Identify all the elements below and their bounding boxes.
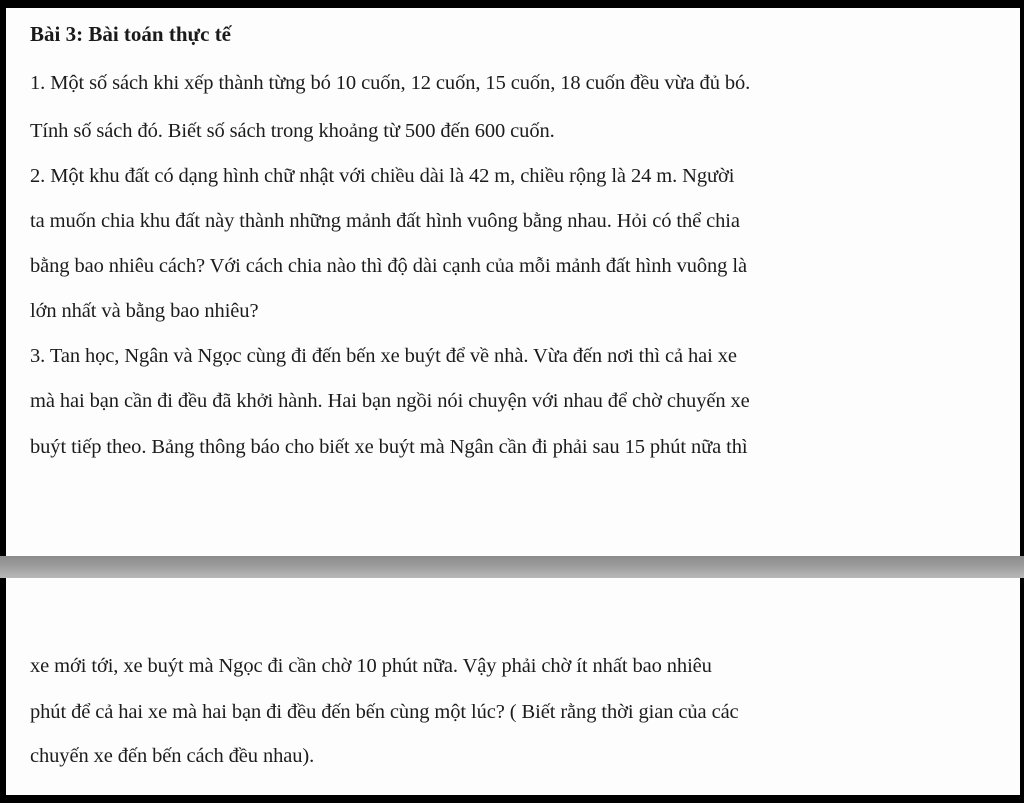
text-line-11: phút để cả hai xe mà hai bạn đi đều đến bến cùng một lúc? ( Biết rằng thời gian của các [30,701,739,723]
exercise-heading: Bài 3: Bài toán thực tế [30,22,232,46]
text-line-5: bằng bao nhiêu cách? Với cách chia nào thì độ dài cạnh của mỗi mảnh đất hình vuông là [30,255,747,277]
text-line-3: 2. Một khu đất có dạng hình chữ nhật với chiều dài là 42 m, chiều rộng là 24 m. Người [30,165,735,187]
document-page-2 [6,578,1020,795]
text-line-4: ta muốn chia khu đất này thành những mảnh đất hình vuông bằng nhau. Hỏi có thể chia [30,210,740,232]
text-line-9: buýt tiếp theo. Bảng thông báo cho biết xe buýt mà Ngân cần đi phải sau 15 phút nữa thì [30,436,748,458]
document-page-1 [6,8,1020,556]
text-line-2: Tính số sách đó. Biết số sách trong khoảng từ 500 đến 600 cuốn. [30,120,555,142]
text-line-1: 1. Một số sách khi xếp thành từng bó 10 cuốn, 12 cuốn, 15 cuốn, 18 cuốn đều vừa đủ bó. [30,72,751,94]
text-line-8: mà hai bạn cần đi đều đã khởi hành. Hai bạn ngồi nói chuyện với nhau để chờ chuyến xe [30,390,750,412]
text-line-6: lớn nhất và bằng bao nhiêu? [30,300,259,322]
text-line-7: 3. Tan học, Ngân và Ngọc cùng đi đến bến xe buýt để về nhà. Vừa đến nơi thì cả hai xe [30,345,737,367]
page-separator [0,556,1024,578]
text-line-10: xe mới tới, xe buýt mà Ngọc đi cần chờ 10 phút nữa. Vậy phải chờ ít nhất bao nhiêu [30,655,712,677]
text-line-12: chuyến xe đến bến cách đều nhau). [30,745,315,767]
